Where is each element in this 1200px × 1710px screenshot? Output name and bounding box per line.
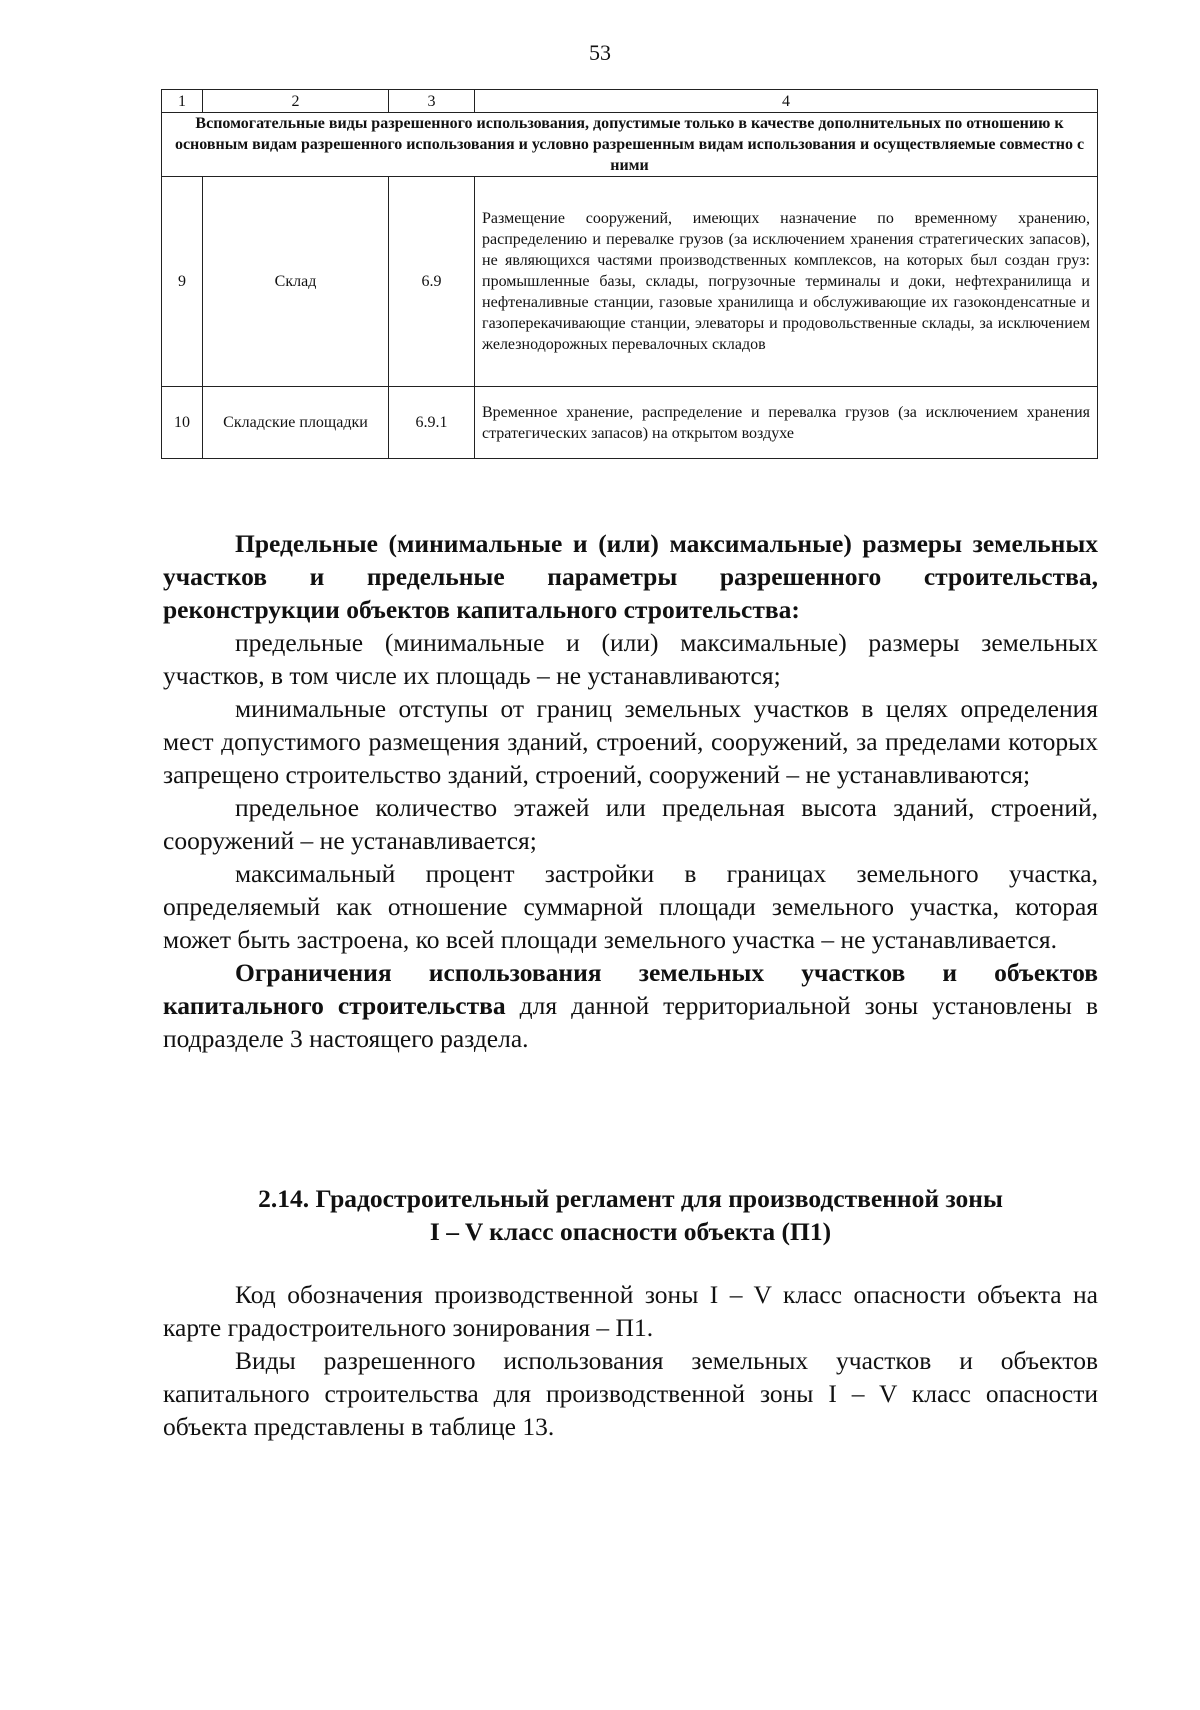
row-code: 6.9.1 xyxy=(389,387,475,459)
table-section-title: Вспомогательные виды разрешенного использования, допустимые только в качестве дополнительных по отношению к основным видам разрешенного использования и условно разрешенным видам использования и осуществляемые совместно с ними xyxy=(162,113,1098,177)
row-name: Складские площадки xyxy=(203,387,389,459)
page-number: 53 xyxy=(589,40,611,65)
section-paragraph: Код обозначения производственной зоны I – V класс опасности объекта на карте градостроительного зонирования – П1. xyxy=(163,1280,1098,1342)
table-row xyxy=(162,387,1098,459)
limits-heading: Предельные (минимальные и (или) максимальные) размеры земельных участков и предельные параметры разрешенного строительства, реконструкции объектов капитального строительства: xyxy=(163,529,1098,624)
limits-paragraph: предельное количество этажей или предельная высота зданий, строений, сооружений – не устанавливается; xyxy=(163,793,1098,855)
section-heading-line2: I – V класс опасности объекта (П1) xyxy=(429,1217,832,1246)
row-number: 9 xyxy=(162,177,203,387)
row-description: Размещение сооружений, имеющих назначение по временному хранению, распределению и перевалке грузов (за исключением хранения стратегических запасов), не являющихся частями производственных комплексов, на которых был создан груз: промышленные базы, склады, погрузочные терминалы и доки, нефтехранилища и нефтеналивные станции, газовые хранилища и обслуживающие их газоконденсатные и газоперекачивающие станции, элеваторы и продовольственные склады, за исключением железнодорожных перевалочных складов xyxy=(475,177,1098,387)
column-header: 1 xyxy=(162,90,203,113)
restrictions-bold: Ограничения использования земельных участков и объектов капитального строительства xyxy=(163,958,1098,1020)
row-number: 10 xyxy=(162,387,203,459)
row-name: Склад xyxy=(203,177,389,387)
column-header: 4 xyxy=(475,90,1098,113)
restrictions-rest: для данной территориальной зоны установлены в подразделе 3 настоящего раздела. xyxy=(163,991,1099,1053)
section-body xyxy=(163,1278,1098,1443)
limits-paragraph: предельные (минимальные и (или) максимальные) размеры земельных участков, в том числе их площадь – не устанавливаются; xyxy=(163,628,1098,690)
column-header: 2 xyxy=(203,90,389,113)
table-header-row xyxy=(162,90,1098,113)
limits-paragraph: максимальный процент застройки в границах земельного участка, определяемый как отношение суммарной площади земельного участка, которая может быть застроена, ко всей площади земельного участка – не устанавливается. xyxy=(163,859,1098,954)
table-row xyxy=(162,177,1098,387)
limits-paragraph: минимальные отступы от границ земельных участков в целях определения мест допустимого размещения зданий, строений, сооружений, за пределами которых запрещено строительство зданий, строений, сооружений – не устанавливаются; xyxy=(163,694,1098,789)
land-use-table xyxy=(161,89,1098,459)
section-paragraph: Виды разрешенного использования земельных участков и объектов капитального строительства для производственной зоны I – V класс опасности объекта представлены в таблице 13. xyxy=(163,1346,1098,1441)
restrictions-paragraph xyxy=(163,956,1098,1055)
row-code: 6.9 xyxy=(389,177,475,387)
limits-block xyxy=(163,527,1098,1055)
column-header: 3 xyxy=(389,90,475,113)
section-heading xyxy=(163,1182,1098,1248)
section-heading-line1: 2.14. Градостроительный регламент для производственной зоны xyxy=(258,1184,1003,1213)
row-description: Временное хранение, распределение и перевалка грузов (за исключением хранения стратегических запасов) на открытом воздухе xyxy=(475,387,1098,459)
section-title-row xyxy=(162,113,1098,177)
